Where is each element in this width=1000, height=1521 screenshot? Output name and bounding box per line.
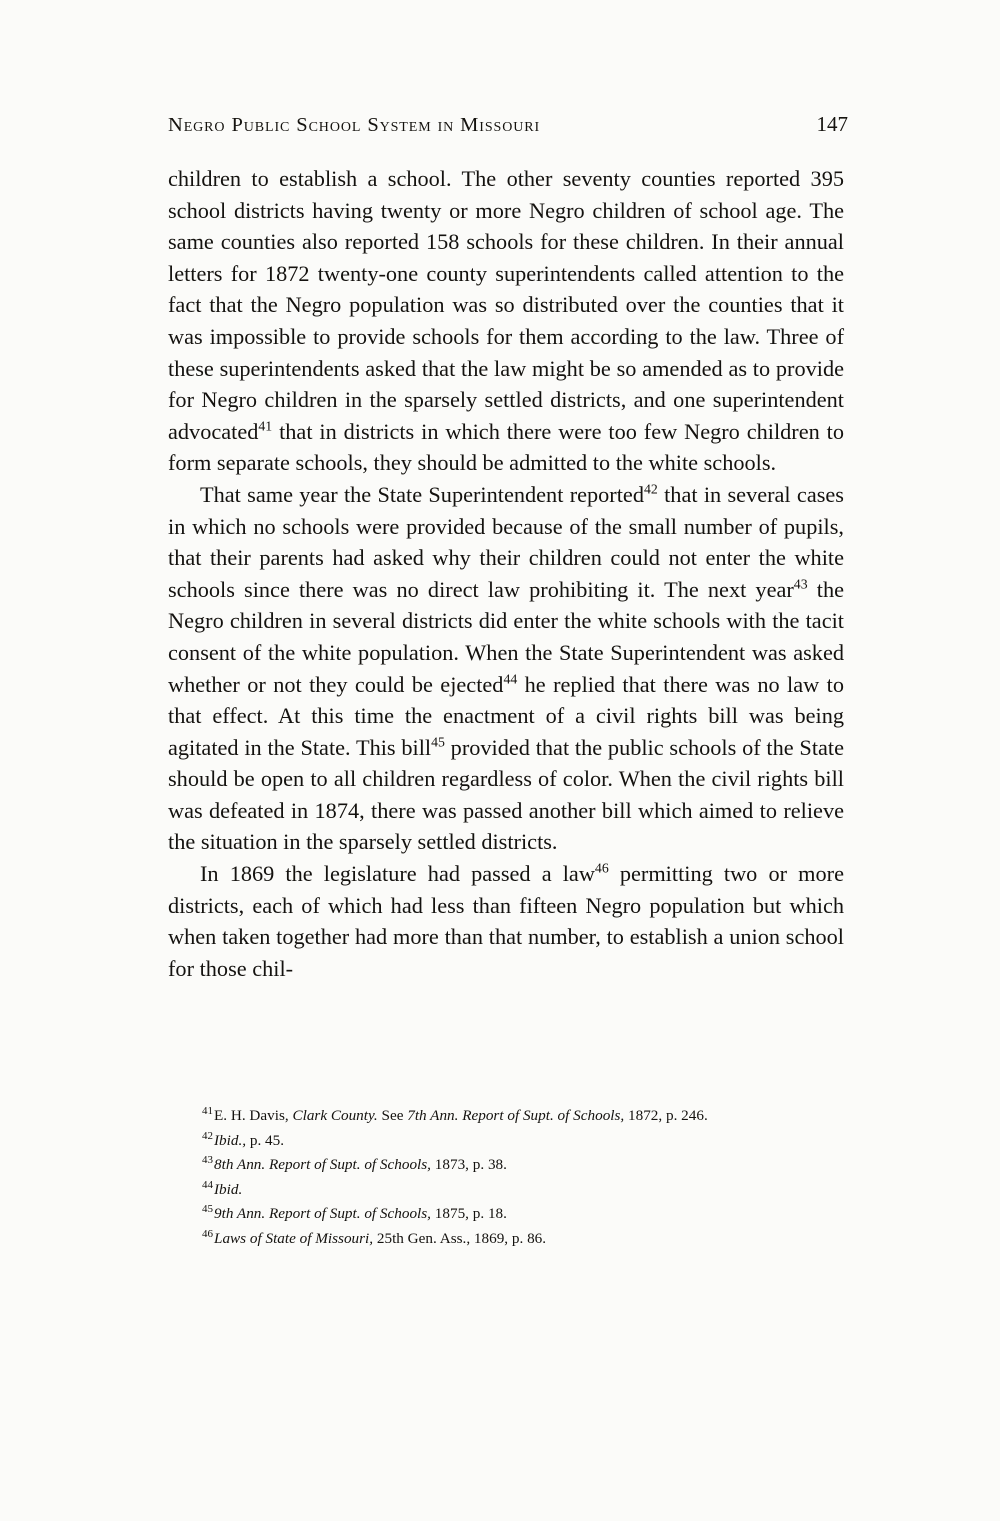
footnote-43-text-after: 1873, p. 38. <box>430 1156 507 1174</box>
footnote-42-text-after: p. 45. <box>246 1131 285 1149</box>
paragraph-2 <box>168 479 844 858</box>
paragraph-1-part-2: that in districts in which there were too few Negro children to form separate schools, they should be admitted to the white schools. <box>168 418 844 476</box>
footnote-marker-42[interactable]: 42 <box>643 481 658 497</box>
footnote-42-number: 42 <box>202 1129 213 1142</box>
paragraph-1-part-1: children to establish a school. The other seventy counties reported 395 school districts having twenty or more Negro children of school age. The same counties also reported 158 schools for these children. In their annual letters for 1872 twenty-one county superintendents called attention to the fact that the Negro population was so distributed over the counties that it was impossible to provide schools for them according to the law. Three of these superintendents asked that the law might be so amended as to provide for Negro children in the sparsely settled districts, and one superintendent advocated <box>168 166 844 444</box>
footnote-44-number: 44 <box>202 1178 213 1191</box>
paragraph-2-part-3: the Negro children in several districts did enter the white schools with the tacit consent of the white population. When the State Superintendent was asked whether or not they could be ejected <box>168 576 844 697</box>
footnote-43-italic-1: 8th Ann. Report of Supt. of Schools, <box>214 1156 431 1174</box>
body-text <box>168 163 844 984</box>
paragraph-3 <box>168 858 844 984</box>
footnote-41-text-after: 1872, p. 246. <box>624 1107 708 1124</box>
paragraph-3-part-1: In 1869 the legislature had passed a law <box>200 861 595 887</box>
footnote-41-text-middle: See <box>377 1107 408 1124</box>
footnote-45-number: 45 <box>202 1203 213 1216</box>
footnote-41-italic-2: 7th Ann. Report of Supt. of Schools, <box>407 1107 625 1124</box>
paragraph-2-part-1: That same year the State Superintendent reported <box>200 481 644 507</box>
paragraph-2-part-2: that in several cases in which no schools were provided because of the small number of pupils, that their parents had asked why their children could not enter the white schools since there was no direct law prohibiting it. The next year <box>168 481 844 602</box>
footnote-marker-41[interactable]: 41 <box>258 418 273 434</box>
footnote-42-italic-1: Ibid., <box>214 1131 247 1149</box>
footnote-46 <box>168 1228 844 1251</box>
page-number: 147 <box>816 112 848 136</box>
footnote-46-text-after: 25th Gen. Ass., 1869, p. 86. <box>373 1229 547 1247</box>
paragraph-3-part-2: permitting two or more districts, each of which had less than fifteen Negro population but which when taken together had more than that number, to establish a union school for those chil- <box>168 861 844 981</box>
footnote-46-italic-1: Laws of State of Missouri, <box>214 1229 374 1247</box>
footnote-45-text-after: 1875, p. 18. <box>430 1205 507 1223</box>
paragraph-1 <box>168 163 844 479</box>
footnote-41 <box>168 1105 844 1128</box>
footnotes-section <box>168 1105 844 1253</box>
paragraph-2-part-4: he replied that there was no law to that effect. At this time the enactment of a civil rights bill was being agitated in the State. This bill <box>168 671 844 760</box>
footnote-41-number: 41 <box>202 1104 213 1117</box>
footnote-marker-44[interactable]: 44 <box>503 671 518 687</box>
footnote-41-italic-1: Clark County. <box>292 1107 378 1124</box>
footnote-marker-45[interactable]: 45 <box>431 734 445 750</box>
footnote-45-italic-1: 9th Ann. Report of Supt. of Schools, <box>214 1205 431 1223</box>
footnote-marker-46[interactable]: 46 <box>594 860 609 876</box>
footnote-44-italic-1: Ibid. <box>214 1180 243 1198</box>
footnote-42 <box>168 1130 844 1153</box>
footnote-marker-43[interactable]: 43 <box>793 576 808 592</box>
footnote-44 <box>168 1179 844 1202</box>
page-header <box>168 112 848 137</box>
footnote-46-number: 46 <box>202 1227 213 1240</box>
footnote-43-number: 43 <box>202 1154 213 1167</box>
footnote-41-text-before: E. H. Davis, <box>214 1107 293 1124</box>
footnote-43 <box>168 1154 844 1177</box>
footnote-45 <box>168 1203 844 1226</box>
running-head: Negro Public School System in Missouri <box>168 114 541 136</box>
paragraph-2-part-5: provided that the public schools of the State should be open to all children regardless of color. When the civil rights bill was defeated in 1874, there was passed another bill which aimed to relieve the situation in the sparsely settled districts. <box>168 734 844 855</box>
